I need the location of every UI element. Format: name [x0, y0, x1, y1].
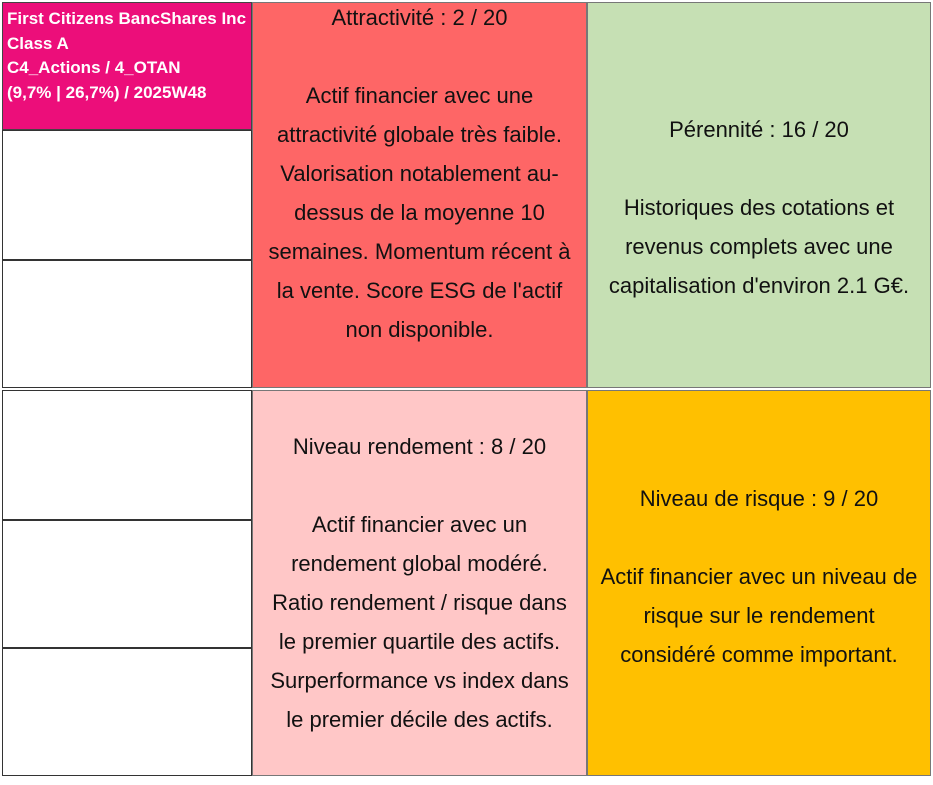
risque-title: Niveau de risque : 9 / 20: [639, 485, 879, 511]
asset-header-cell: [2, 2, 252, 130]
empty-cell: [2, 648, 252, 776]
asset-stats-week: (9,7% | 26,7%) / 2025W48: [7, 82, 207, 102]
empty-cell: [2, 520, 252, 648]
description-line: capitalisation d'environ 2.1 G€.: [608, 272, 910, 298]
perennite-description: [609, 188, 909, 305]
description-line: Actif financier avec une: [305, 82, 534, 108]
perennite-title: Pérennité : 16 / 20: [669, 116, 849, 142]
description-line: Surperformance vs index dans: [270, 668, 569, 693]
empty-cell: [2, 260, 252, 388]
description-line: Actif financier avec un niveau de: [600, 563, 918, 589]
description-line: la vente. Score ESG de l'actif: [276, 277, 563, 303]
risque-panel: [587, 390, 931, 776]
rendement-description: [270, 505, 568, 739]
rendement-title: Niveau rendement : 8 / 20: [292, 434, 547, 459]
asset-category: C4_Actions / 4_OTAN: [7, 58, 181, 78]
description-line: Actif financier avec un: [311, 512, 528, 537]
description-line: le premier quartile des actifs.: [278, 629, 561, 654]
description-line: considéré comme important.: [620, 641, 898, 667]
attractivite-panel: [252, 2, 587, 388]
description-line: attractivité globale très faible.: [277, 121, 562, 147]
description-line: Ratio rendement / risque dans: [272, 590, 567, 615]
attractivite-title: Attractivité : 2 / 20: [331, 4, 508, 30]
description-line: dessus de la moyenne 10: [294, 199, 545, 225]
description-line: Valorisation notablement au-: [280, 160, 559, 186]
asset-name-line-1: First Citizens BancShares Inc: [7, 9, 247, 28]
description-line: le premier décile des actifs.: [286, 707, 553, 732]
asset-name-line-2: Class A: [7, 33, 69, 53]
empty-cell: [2, 390, 252, 520]
description-line: non disponible.: [345, 316, 494, 342]
empty-cell: [2, 130, 252, 260]
description-line: Historiques des cotations et: [623, 194, 895, 220]
perennite-panel: [587, 2, 931, 388]
risque-description: [601, 557, 918, 674]
description-line: risque sur le rendement: [643, 602, 875, 628]
description-line: semaines. Momentum récent à: [268, 238, 571, 264]
attractivite-description: [268, 76, 570, 349]
rendement-panel: [252, 390, 587, 776]
description-line: rendement global modéré.: [291, 551, 548, 576]
description-line: revenus complets avec une: [625, 233, 893, 259]
